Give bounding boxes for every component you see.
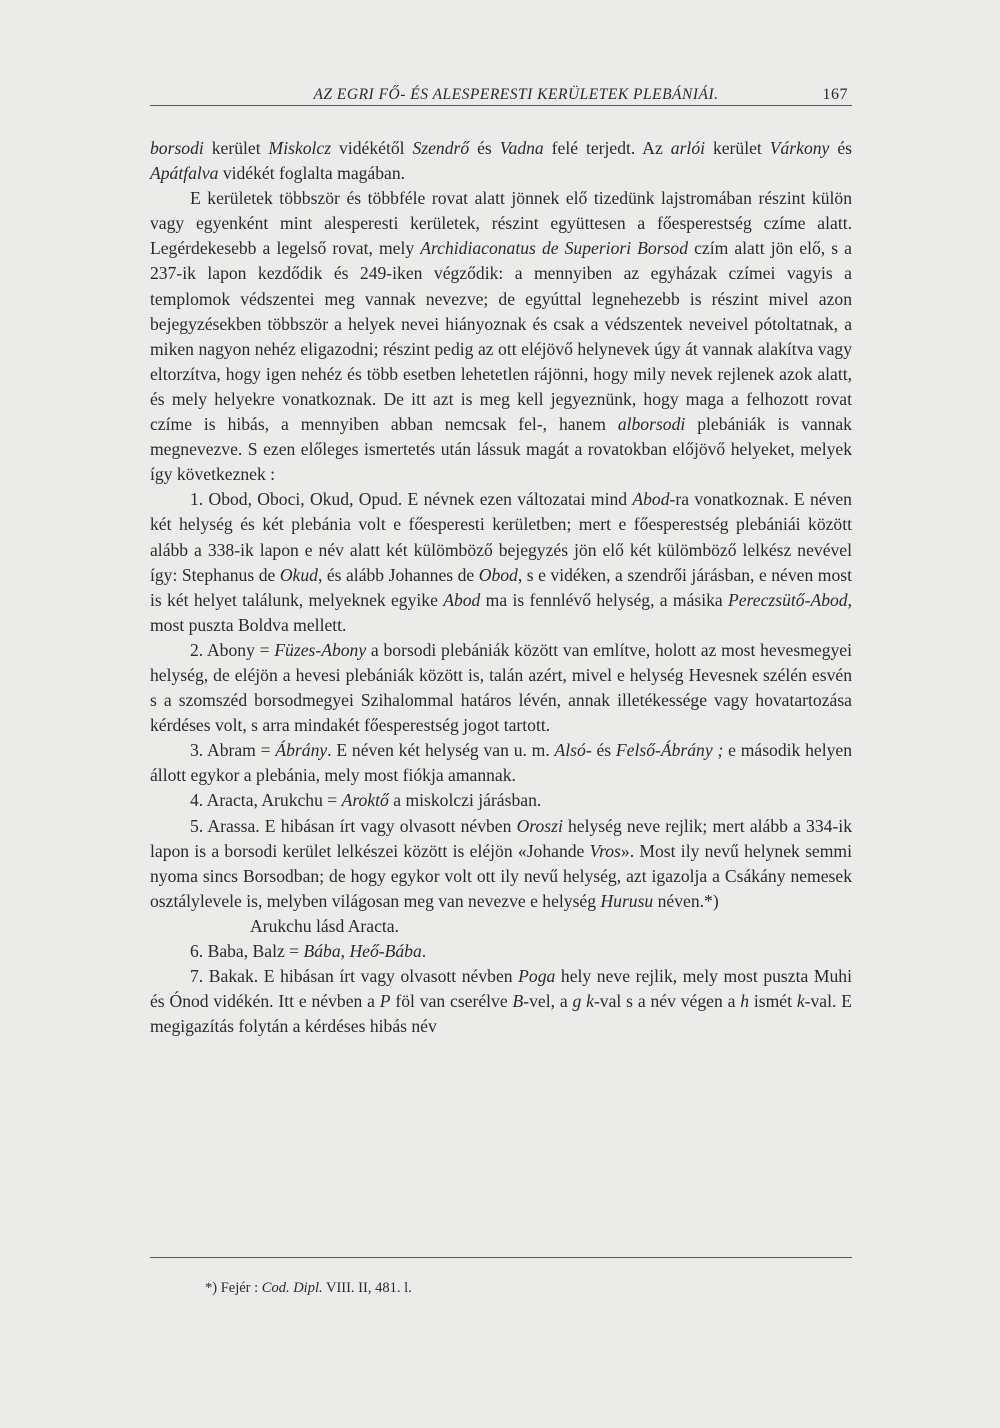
text-run: k	[796, 991, 805, 1012]
text-run: Várkony	[769, 138, 830, 158]
text-run: , most puszta Boldva mellett.	[150, 589, 852, 635]
text-run: felé terjedt. Az	[543, 138, 671, 158]
text-run: ». Most ily nevű helynek semmi nyoma sincs Borsodban; de hogy egykor volt ott ily nevű helység, azt igazolja a Csákány nemesek osztálylevele is, melyben világosan meg van nevezve e helység	[150, 840, 852, 911]
text-run: és	[829, 138, 852, 158]
text-run: 6. Baba, Balz =	[190, 941, 304, 961]
entry-1	[150, 487, 852, 638]
text-run: vidékétől	[331, 138, 413, 158]
header-title: AZ EGRI FŐ- ÉS ALESPERESTI KERÜLETEK PLEBÁNIÁI.	[313, 86, 719, 103]
text-run: Vadna	[499, 138, 544, 158]
text-run: 4. Aracta, Arukchu =	[190, 790, 342, 811]
text-run: h	[740, 991, 750, 1012]
text-run: Abod	[632, 489, 670, 510]
text-run: Vros	[589, 840, 621, 861]
text-run: Szendrő	[412, 138, 470, 158]
text-run: Aroktő	[341, 790, 389, 811]
text-run: Okud	[279, 564, 318, 585]
text-run: Apátfalva	[150, 163, 219, 184]
text-run: kerület	[705, 138, 770, 158]
text-run: Bába, Heő-Bába	[303, 941, 422, 961]
text-run: B	[512, 991, 524, 1012]
text-run: . E néven két helység van u. m.	[327, 740, 555, 761]
text-run: 2. Abony =	[190, 639, 275, 660]
text-run: E kerületek többször és többféle rovat alatt jönnek elő tizedünk lajstromában részint külön vagy egyenként mint alesperesti kerületek, részint együttesen a főesperestség czíme alatt. Legérdekesebb a legelső rovat, mely	[150, 188, 852, 259]
running-header	[150, 86, 852, 110]
text-run: Pereczsütő-Abod	[728, 589, 848, 610]
paragraph-2	[150, 186, 852, 487]
entry-7	[150, 964, 852, 1039]
text-run: 1. Obod, Oboci, Okud, Opud. E névnek ezen változatai mind	[190, 489, 633, 510]
text-run: a borsodi plebániák között van említve, holott az most hevesmegyei helység, de eléjön a hevesi plebániák között is, talán azért, mivel e helység Hevesnek szélén esvén s a szomszéd borsodmegyei Szihalommal határos lévén, annak illetékessége vagy hovatartozása kérdéses volt, s arra mindakét főesperestség jogot tartott.	[150, 639, 852, 736]
cross-reference: Arukchu lásd Aracta.	[250, 915, 400, 936]
text-run: Cod. Dipl.	[261, 1280, 323, 1296]
entry-6	[150, 939, 852, 964]
text-run: hely neve rejlik, mely most puszta Muhi és Ónod vidékén. Itt e névben a	[150, 966, 852, 1012]
text-run: P	[379, 991, 391, 1012]
footnote	[205, 1278, 412, 1298]
entry-3	[150, 738, 852, 788]
text-run: Füzes-Abony	[274, 639, 367, 660]
paragraph-1	[150, 136, 852, 186]
text-run: Felső-Ábrány ;	[615, 740, 724, 761]
text-run: Archidiaconatus de Superiori Borsod	[420, 238, 689, 259]
text-run: -val s a név végen a	[593, 991, 741, 1012]
text-run: kerület	[203, 138, 269, 158]
text-run: , s e vidéken, a szendrői járásban, e néven most is két helyet találunk, melyeknek egyike	[150, 564, 852, 610]
text-run: VIII. II, 481. l.	[322, 1280, 412, 1296]
text-run: k	[586, 991, 594, 1012]
text-run: föl van cserélve	[390, 991, 513, 1012]
text-run: helység neve rejlik; mert alább a 334-ik lapon is a borsodi kerület lelkészei között is eléjön «Johande	[150, 815, 852, 861]
text-run: Ábrány	[275, 740, 328, 761]
text-run: ismét	[749, 991, 797, 1012]
text-run: és	[591, 740, 616, 761]
text-run: Oroszi	[516, 815, 563, 836]
text-run: g	[572, 991, 582, 1012]
text-run: .	[421, 941, 427, 961]
text-run: czím alatt jön elő, s a 237-ik lapon kezdődik és 249-iken végződik: a mennyiben az egyházak czímei vagyis a templomok védszentei meg vannak nevezve; de egyúttal legnehezebb is részint mivel azon bejegyzésekben többször a helyek nevei hiányoznak és csak a védszentek neveivel pótoltatnak, a miken nagyon nehéz eligazodni; részint pedig az ott eléjövő helynevek úgy át vannak alakítva vagy eltorzítva, hogy igen nehéz és több esetben lehetetlen rájönni, hogy mily nevek rejlenek azok alatt, és mely helyekre vonatkoznak. De itt azt is meg kell jegyeznünk, hogy maga a felhozott rovat czíme is hibás, a mennyiben abban nemcsak fel-, hanem	[150, 238, 852, 435]
text-run: -val. E megigazítás folytán a kérdéses hibás név	[150, 991, 852, 1037]
text-run: borsodi	[150, 138, 204, 158]
text-run: 5. Arassa. E hibásan írt vagy olvasott névben	[190, 815, 517, 836]
footnote-rule	[150, 1257, 852, 1258]
entry-2	[150, 638, 852, 738]
text-run: Alsó-	[554, 740, 592, 761]
text-run: , és alább Johannes de	[317, 564, 479, 585]
text-run: Abod	[443, 589, 481, 610]
text-run: -vel, a	[523, 991, 573, 1012]
text-run: Hurusu	[600, 890, 654, 911]
text-run: 3. Abram =	[190, 740, 276, 761]
text-run: -ra vonatkoznak. E néven két helység és két plebánia volt e főesperesti kerületben; mert e főesperestség plebániái között alább a 338-ik lapon e név alatt két külömböző bejegyzés jön elő két külömböző lelkész nevével így: Stephanus de	[150, 489, 852, 585]
text-run: ma is fennlévő helység, a másika	[480, 589, 729, 610]
text-run: 7. Bakak. E hibásan írt vagy olvasott névben	[190, 966, 519, 987]
text-run: plebániák is vannak megnevezve. S ezen előleges ismertetés után lássuk magát a rovatokban előjövő helyeket, melyek így következnek :	[150, 414, 852, 485]
page-number: 167	[822, 86, 848, 103]
header-rule	[150, 105, 852, 106]
text-run: alborsodi	[617, 414, 686, 435]
main-text	[150, 136, 852, 1039]
text-run: vidékét foglalta magában.	[218, 163, 406, 184]
text-run: és	[469, 138, 500, 158]
text-run: Poga	[518, 966, 556, 987]
text-run: a miskolczi járásban.	[388, 790, 542, 811]
entry-5	[150, 814, 852, 914]
entry-4	[150, 788, 852, 813]
text-run: Miskolcz	[268, 138, 332, 158]
text-run: Obod	[478, 564, 518, 585]
text-run: e második helyen állott egykor a plebánia, mely most fiókja amannak.	[150, 740, 852, 786]
text-run: arlói	[670, 138, 705, 158]
text-run: néven.*)	[653, 890, 719, 911]
text-run: *) Fejér :	[205, 1280, 262, 1296]
